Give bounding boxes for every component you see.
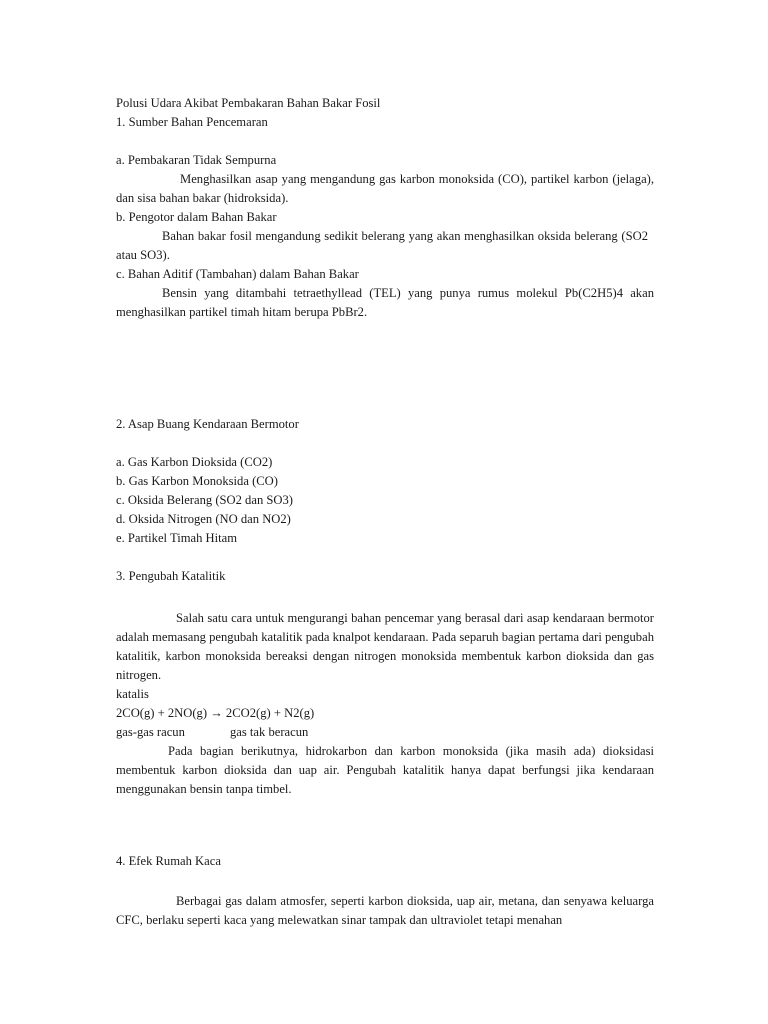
- toxic-gases-label: gas-gas racun: [116, 725, 185, 739]
- section1-item-b-text: Bahan bakar fosil mengandung sedikit belerang yang akan menghasilkan oksida belerang (SO2 atau SO3).: [116, 229, 648, 262]
- section1-item-b-label: b. Pengotor dalam Bahan Bakar: [116, 210, 277, 224]
- section1-item-c-text: Bensin yang ditambahi tetraethyllead (TEL) yang punya rumus molekul Pb(C2H5)4 akan menghasilkan partikel timah hitam berupa PbBr2.: [116, 286, 654, 319]
- section3-heading: 3. Pengubah Katalitik: [116, 569, 226, 583]
- section3-paragraph-1: Salah satu cara untuk mengurangi bahan pencemar yang berasal dari asap kendaraan bermotor adalah memasang pengubah katalitik pada knalpot kendaraan. Pada separuh bagian pertama dari pengubah katalitik, karbon monoksida bereaksi dengan nitrogen monoksida membentuk karbon dioksida dan gas nitrogen.: [116, 611, 654, 682]
- section2-item-a: a. Gas Karbon Dioksida (CO2): [116, 455, 273, 469]
- section4-heading: 4. Efek Rumah Kaca: [116, 854, 221, 868]
- equation-labels: [116, 723, 654, 742]
- section1-item-a-label: a. Pembakaran Tidak Sempurna: [116, 153, 277, 167]
- section1-item-a-text: Menghasilkan asap yang mengandung gas karbon monoksida (CO), partikel karbon (jelaga), dan sisa bahan bakar (hidroksida).: [116, 172, 654, 205]
- section2-item-e: e. Partikel Timah Hitam: [116, 531, 238, 545]
- section4-paragraph-1: Berbagai gas dalam atmosfer, seperti karbon dioksida, uap air, metana, dan senyawa keluarga CFC, berlaku seperti kaca yang melewatkan sinar tampak dan ultraviolet tetapi menahan: [116, 894, 654, 927]
- section2-item-b: b. Gas Karbon Monoksida (CO): [116, 474, 278, 488]
- section2-item-c: c. Oksida Belerang (SO2 dan SO3): [116, 493, 293, 507]
- document-page: [116, 94, 654, 930]
- section2-heading: 2. Asap Buang Kendaraan Bermotor: [116, 417, 299, 431]
- section1-item-c-label: c. Bahan Aditif (Tambahan) dalam Bahan Bakar: [116, 267, 359, 281]
- nontoxic-gas-label: gas tak beracun: [230, 725, 309, 739]
- catalyst-label: katalis: [116, 687, 149, 701]
- document-title: Polusi Udara Akibat Pembakaran Bahan Bakar Fosil: [116, 96, 381, 110]
- section3-paragraph-2: Pada bagian berikutnya, hidrokarbon dan karbon monoksida (jika masih ada) dioksidasi membentuk karbon dioksida dan uap air. Pengubah katalitik hanya dapat berfungsi jika kendaraan menggunakan bensin tanpa timbel.: [116, 744, 654, 796]
- section1-heading: 1. Sumber Bahan Pencemaran: [116, 115, 268, 129]
- reaction-equation: 2CO(g) + 2NO(g) → 2CO2(g) + N2(g): [116, 706, 315, 720]
- section2-item-d: d. Oksida Nitrogen (NO dan NO2): [116, 512, 291, 526]
